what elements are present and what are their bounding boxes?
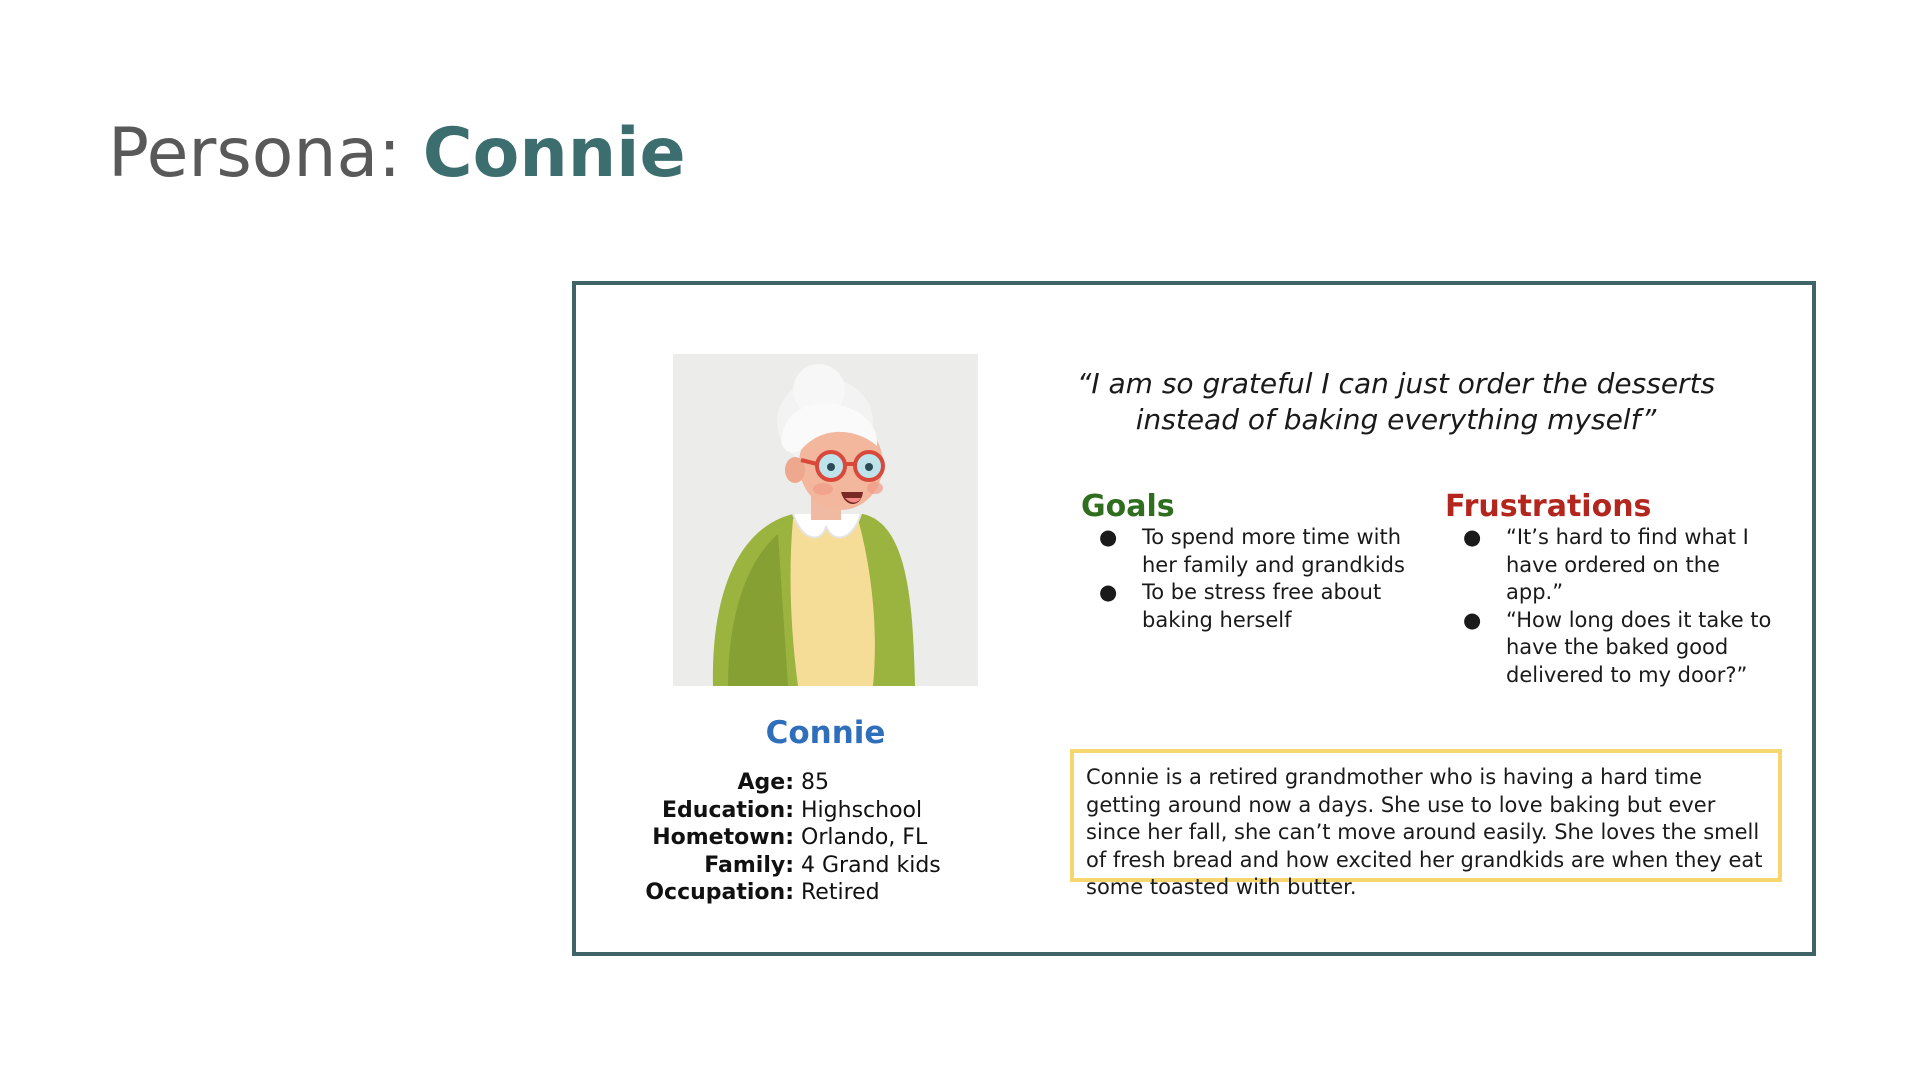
list-item <box>1445 524 1775 607</box>
bullet-icon: ● <box>1099 580 1118 604</box>
list-item <box>1445 607 1775 690</box>
goals-heading: Goals <box>1081 489 1175 524</box>
persona-summary: Connie is a retired grandmother who is having a hard time getting around now a days. She use to love baking but ever since her fall, she can’t move around easily. She loves the smell of fresh bread and how excited her grandkids are when they eat some toasted with butter. <box>1070 749 1782 882</box>
persona-name: Connie <box>765 715 886 751</box>
persona-quote: “I am so grateful I can just order the desserts instead of baking everything myself” <box>1076 367 1716 436</box>
detail-row-education <box>636 797 1036 825</box>
goal-text: To be stress free about baking herself <box>1142 580 1382 632</box>
goals-section <box>1081 490 1411 634</box>
detail-label: Age: <box>737 770 794 795</box>
bullet-icon: ● <box>1463 607 1482 632</box>
page-title-name: Connie <box>422 114 686 193</box>
detail-label: Occupation: <box>645 880 794 905</box>
frustration-text: “It’s hard to find what I have ordered on the app.” <box>1506 525 1749 604</box>
detail-value: 4 Grand kids <box>801 852 941 878</box>
frustrations-list <box>1445 524 1775 689</box>
detail-label: Hometown: <box>652 825 794 850</box>
detail-value: Retired <box>801 880 880 905</box>
detail-value: 85 <box>801 770 829 795</box>
detail-value: Orlando, FL <box>801 825 928 850</box>
elderly-woman-icon <box>673 354 978 686</box>
detail-row-family <box>636 852 1036 880</box>
frustration-text: “How long does it take to have the baked good delivered to my door?” <box>1506 607 1772 687</box>
goals-list <box>1081 524 1411 634</box>
list-item <box>1081 524 1411 579</box>
bullet-icon: ● <box>1099 525 1118 549</box>
detail-value: Highschool <box>801 797 923 823</box>
detail-row-age <box>636 769 1036 797</box>
detail-row-hometown <box>636 824 1036 852</box>
bullet-icon: ● <box>1463 525 1482 549</box>
frustrations-heading: Frustrations <box>1445 489 1652 524</box>
persona-details <box>636 769 1036 907</box>
detail-row-occupation <box>636 879 1036 907</box>
page-title <box>108 114 686 193</box>
goal-text: To spend more time with her family and grandkids <box>1142 525 1405 577</box>
page-title-prefix: Persona: <box>108 114 423 193</box>
frustrations-section <box>1445 490 1775 689</box>
list-item <box>1081 579 1411 634</box>
persona-card <box>572 281 1816 956</box>
detail-label: Education: <box>662 797 794 823</box>
detail-label: Family: <box>704 852 794 878</box>
